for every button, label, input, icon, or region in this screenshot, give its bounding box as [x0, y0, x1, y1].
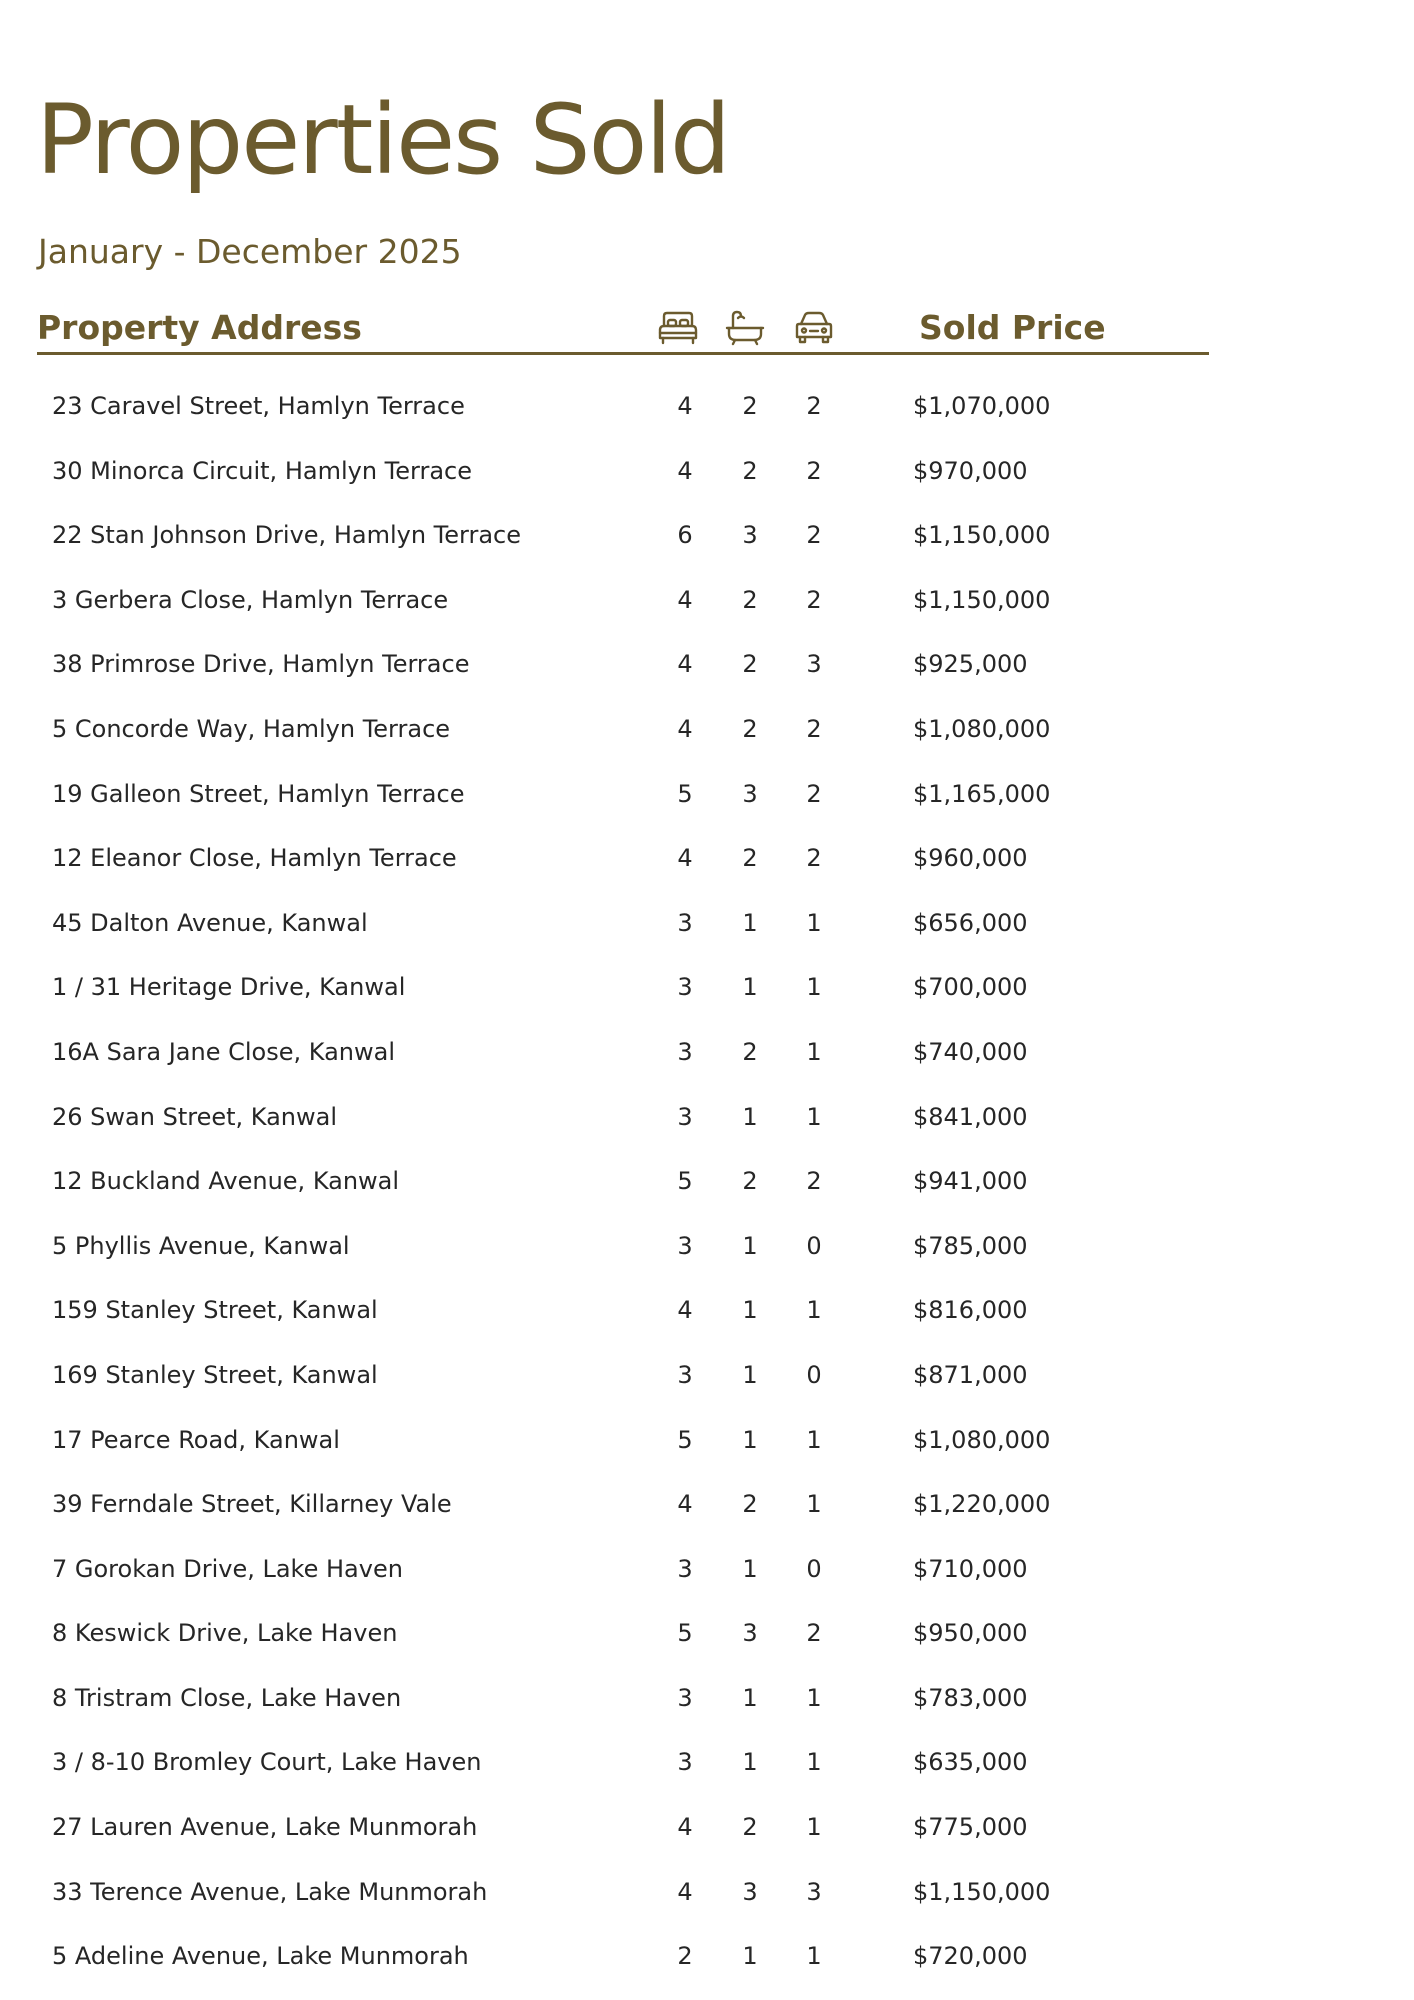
table-row — [0, 1930, 1414, 1995]
bathrooms-count: 1 — [742, 1231, 758, 1260]
bedrooms-count: 4 — [677, 1877, 693, 1906]
table-row — [0, 380, 1414, 445]
car-spaces-count: 1 — [806, 1296, 822, 1325]
car-icon — [793, 310, 835, 346]
table-row — [0, 1866, 1414, 1931]
column-header-sold-price: Sold Price — [919, 308, 1106, 347]
table-row — [0, 1349, 1414, 1414]
car-spaces-count: 2 — [806, 714, 822, 743]
table-row — [0, 445, 1414, 510]
table-row — [0, 1155, 1414, 1220]
car-spaces-count: 1 — [806, 1942, 822, 1971]
car-spaces-count: 1 — [806, 1037, 822, 1066]
bedrooms-count: 4 — [677, 650, 693, 679]
sold-price: $656,000 — [913, 908, 1028, 937]
property-address: 3 Gerbera Close, Hamlyn Terrace — [52, 585, 449, 614]
car-spaces-count: 2 — [806, 456, 822, 485]
bathrooms-count: 2 — [742, 1813, 758, 1842]
bedrooms-count: 3 — [677, 1748, 693, 1777]
property-address: 169 Stanley Street, Kanwal — [52, 1360, 378, 1389]
bathrooms-count: 1 — [742, 1296, 758, 1325]
table-row — [0, 1736, 1414, 1801]
sold-price: $635,000 — [913, 1748, 1028, 1777]
sold-price: $960,000 — [913, 844, 1028, 873]
bathrooms-count: 2 — [742, 585, 758, 614]
property-address: 1 / 31 Heritage Drive, Kanwal — [52, 973, 406, 1002]
bathrooms-count: 2 — [742, 714, 758, 743]
bedrooms-count: 2 — [677, 1942, 693, 1971]
bedrooms-count: 3 — [677, 1102, 693, 1131]
bedrooms-count: 4 — [677, 456, 693, 485]
car-spaces-count: 3 — [806, 1877, 822, 1906]
bathrooms-count: 2 — [742, 1167, 758, 1196]
sold-price: $740,000 — [913, 1037, 1028, 1066]
sold-price: $841,000 — [913, 1102, 1028, 1131]
bath-icon — [724, 310, 766, 346]
bedrooms-count: 5 — [677, 1167, 693, 1196]
car-spaces-count: 3 — [806, 650, 822, 679]
properties-table-body — [0, 380, 1414, 1995]
bedrooms-count: 4 — [677, 585, 693, 614]
bathrooms-count: 1 — [742, 1748, 758, 1777]
car-spaces-count: 2 — [806, 521, 822, 550]
bedrooms-count: 3 — [677, 1037, 693, 1066]
bedrooms-count: 4 — [677, 844, 693, 873]
car-spaces-count: 1 — [806, 1425, 822, 1454]
sold-price: $816,000 — [913, 1296, 1028, 1325]
property-address: 5 Adeline Avenue, Lake Munmorah — [52, 1942, 469, 1971]
table-row — [0, 961, 1414, 1026]
table-row — [0, 1284, 1414, 1349]
bedrooms-count: 5 — [677, 1619, 693, 1648]
sold-price: $1,080,000 — [913, 714, 1051, 743]
property-address: 159 Stanley Street, Kanwal — [52, 1296, 378, 1325]
car-spaces-count: 2 — [806, 1167, 822, 1196]
bathrooms-count: 3 — [742, 521, 758, 550]
sold-price: $941,000 — [913, 1167, 1028, 1196]
sold-price: $950,000 — [913, 1619, 1028, 1648]
bedrooms-count: 4 — [677, 714, 693, 743]
bedrooms-count: 3 — [677, 1554, 693, 1583]
bed-icon — [657, 310, 699, 346]
sold-price: $1,220,000 — [913, 1490, 1051, 1519]
bedrooms-count: 5 — [677, 1425, 693, 1454]
bathrooms-count: 2 — [742, 456, 758, 485]
bedrooms-count: 4 — [677, 1490, 693, 1519]
sold-price: $700,000 — [913, 973, 1028, 1002]
table-row — [0, 1414, 1414, 1479]
date-range-subtitle: January - December 2025 — [38, 232, 462, 271]
property-address: 5 Concorde Way, Hamlyn Terrace — [52, 714, 451, 743]
car-spaces-count: 0 — [806, 1360, 822, 1389]
table-row — [0, 1672, 1414, 1737]
bathrooms-count: 1 — [742, 1360, 758, 1389]
property-address: 39 Ferndale Street, Killarney Vale — [52, 1490, 452, 1519]
car-spaces-count: 2 — [806, 779, 822, 808]
bathrooms-count: 2 — [742, 844, 758, 873]
car-spaces-count: 1 — [806, 1490, 822, 1519]
table-row — [0, 1478, 1414, 1543]
table-row — [0, 1026, 1414, 1091]
sold-price: $775,000 — [913, 1813, 1028, 1842]
property-address: 45 Dalton Avenue, Kanwal — [52, 908, 368, 937]
table-row — [0, 1607, 1414, 1672]
car-spaces-count: 2 — [806, 844, 822, 873]
property-address: 16A Sara Jane Close, Kanwal — [52, 1037, 395, 1066]
bathrooms-count: 2 — [742, 1037, 758, 1066]
bedrooms-count: 4 — [677, 1296, 693, 1325]
sold-price: $1,150,000 — [913, 521, 1051, 550]
table-row — [0, 1091, 1414, 1156]
sold-price: $871,000 — [913, 1360, 1028, 1389]
bedrooms-count: 3 — [677, 1360, 693, 1389]
bathrooms-count: 1 — [742, 908, 758, 937]
bathrooms-count: 1 — [742, 1102, 758, 1131]
table-row — [0, 768, 1414, 833]
bathrooms-count: 3 — [742, 779, 758, 808]
bathrooms-count: 1 — [742, 1425, 758, 1454]
sold-price: $1,070,000 — [913, 392, 1051, 420]
table-row — [0, 1220, 1414, 1285]
sold-price: $720,000 — [913, 1942, 1028, 1971]
bedrooms-count: 3 — [677, 908, 693, 937]
car-spaces-count: 2 — [806, 585, 822, 614]
bedrooms-count: 4 — [677, 1813, 693, 1842]
bathrooms-count: 2 — [742, 650, 758, 679]
bathrooms-count: 3 — [742, 1619, 758, 1648]
sold-price: $710,000 — [913, 1554, 1028, 1583]
property-address: 26 Swan Street, Kanwal — [52, 1102, 337, 1131]
bedrooms-count: 5 — [677, 779, 693, 808]
property-address: 12 Eleanor Close, Hamlyn Terrace — [52, 844, 457, 873]
property-address: 8 Keswick Drive, Lake Haven — [52, 1619, 398, 1648]
property-address: 17 Pearce Road, Kanwal — [52, 1425, 340, 1454]
bathrooms-count: 1 — [742, 1554, 758, 1583]
table-row — [0, 574, 1414, 639]
bathrooms-count: 2 — [742, 1490, 758, 1519]
bathrooms-count: 1 — [742, 973, 758, 1002]
bathrooms-count: 1 — [742, 1942, 758, 1971]
bedrooms-count: 3 — [677, 1231, 693, 1260]
bathrooms-count: 3 — [742, 1877, 758, 1906]
column-header-address: Property Address — [37, 308, 362, 347]
property-address: 8 Tristram Close, Lake Haven — [52, 1683, 402, 1712]
sold-price: $1,165,000 — [913, 779, 1051, 808]
table-row — [0, 638, 1414, 703]
sold-price: $970,000 — [913, 456, 1028, 485]
car-spaces-count: 1 — [806, 973, 822, 1002]
property-address: 5 Phyllis Avenue, Kanwal — [52, 1231, 350, 1260]
car-spaces-count: 0 — [806, 1231, 822, 1260]
bathrooms-count: 1 — [742, 1683, 758, 1712]
table-header — [37, 300, 1209, 355]
car-spaces-count: 1 — [806, 1102, 822, 1131]
bedrooms-count: 4 — [677, 392, 693, 420]
sold-price: $785,000 — [913, 1231, 1028, 1260]
bedrooms-count: 3 — [677, 1683, 693, 1712]
car-spaces-count: 1 — [806, 1748, 822, 1777]
sold-price: $1,080,000 — [913, 1425, 1051, 1454]
property-address: 22 Stan Johnson Drive, Hamlyn Terrace — [52, 521, 521, 550]
property-address: 33 Terence Avenue, Lake Munmorah — [52, 1877, 488, 1906]
property-address: 7 Gorokan Drive, Lake Haven — [52, 1554, 403, 1583]
table-row — [0, 832, 1414, 897]
property-address: 27 Lauren Avenue, Lake Munmorah — [52, 1813, 478, 1842]
property-address: 30 Minorca Circuit, Hamlyn Terrace — [52, 456, 472, 485]
table-row — [0, 897, 1414, 962]
sold-price: $925,000 — [913, 650, 1028, 679]
car-spaces-count: 0 — [806, 1554, 822, 1583]
property-address: 38 Primrose Drive, Hamlyn Terrace — [52, 650, 470, 679]
sold-price: $1,150,000 — [913, 585, 1051, 614]
table-row — [0, 1543, 1414, 1608]
property-address: 12 Buckland Avenue, Kanwal — [52, 1167, 400, 1196]
car-spaces-count: 1 — [806, 1813, 822, 1842]
property-address: 3 / 8-10 Bromley Court, Lake Haven — [52, 1748, 482, 1777]
page-title: Properties Sold — [36, 84, 729, 196]
bathrooms-count: 2 — [742, 392, 758, 420]
car-spaces-count: 1 — [806, 908, 822, 937]
sold-price: $783,000 — [913, 1683, 1028, 1712]
table-row — [0, 509, 1414, 574]
car-spaces-count: 2 — [806, 392, 822, 420]
property-address: 23 Caravel Street, Hamlyn Terrace — [52, 392, 465, 420]
bedrooms-count: 3 — [677, 973, 693, 1002]
sold-price: $1,150,000 — [913, 1877, 1051, 1906]
table-row — [0, 703, 1414, 768]
car-spaces-count: 2 — [806, 1619, 822, 1648]
property-address: 19 Galleon Street, Hamlyn Terrace — [52, 779, 465, 808]
table-row — [0, 1801, 1414, 1866]
car-spaces-count: 1 — [806, 1683, 822, 1712]
bedrooms-count: 6 — [677, 521, 693, 550]
